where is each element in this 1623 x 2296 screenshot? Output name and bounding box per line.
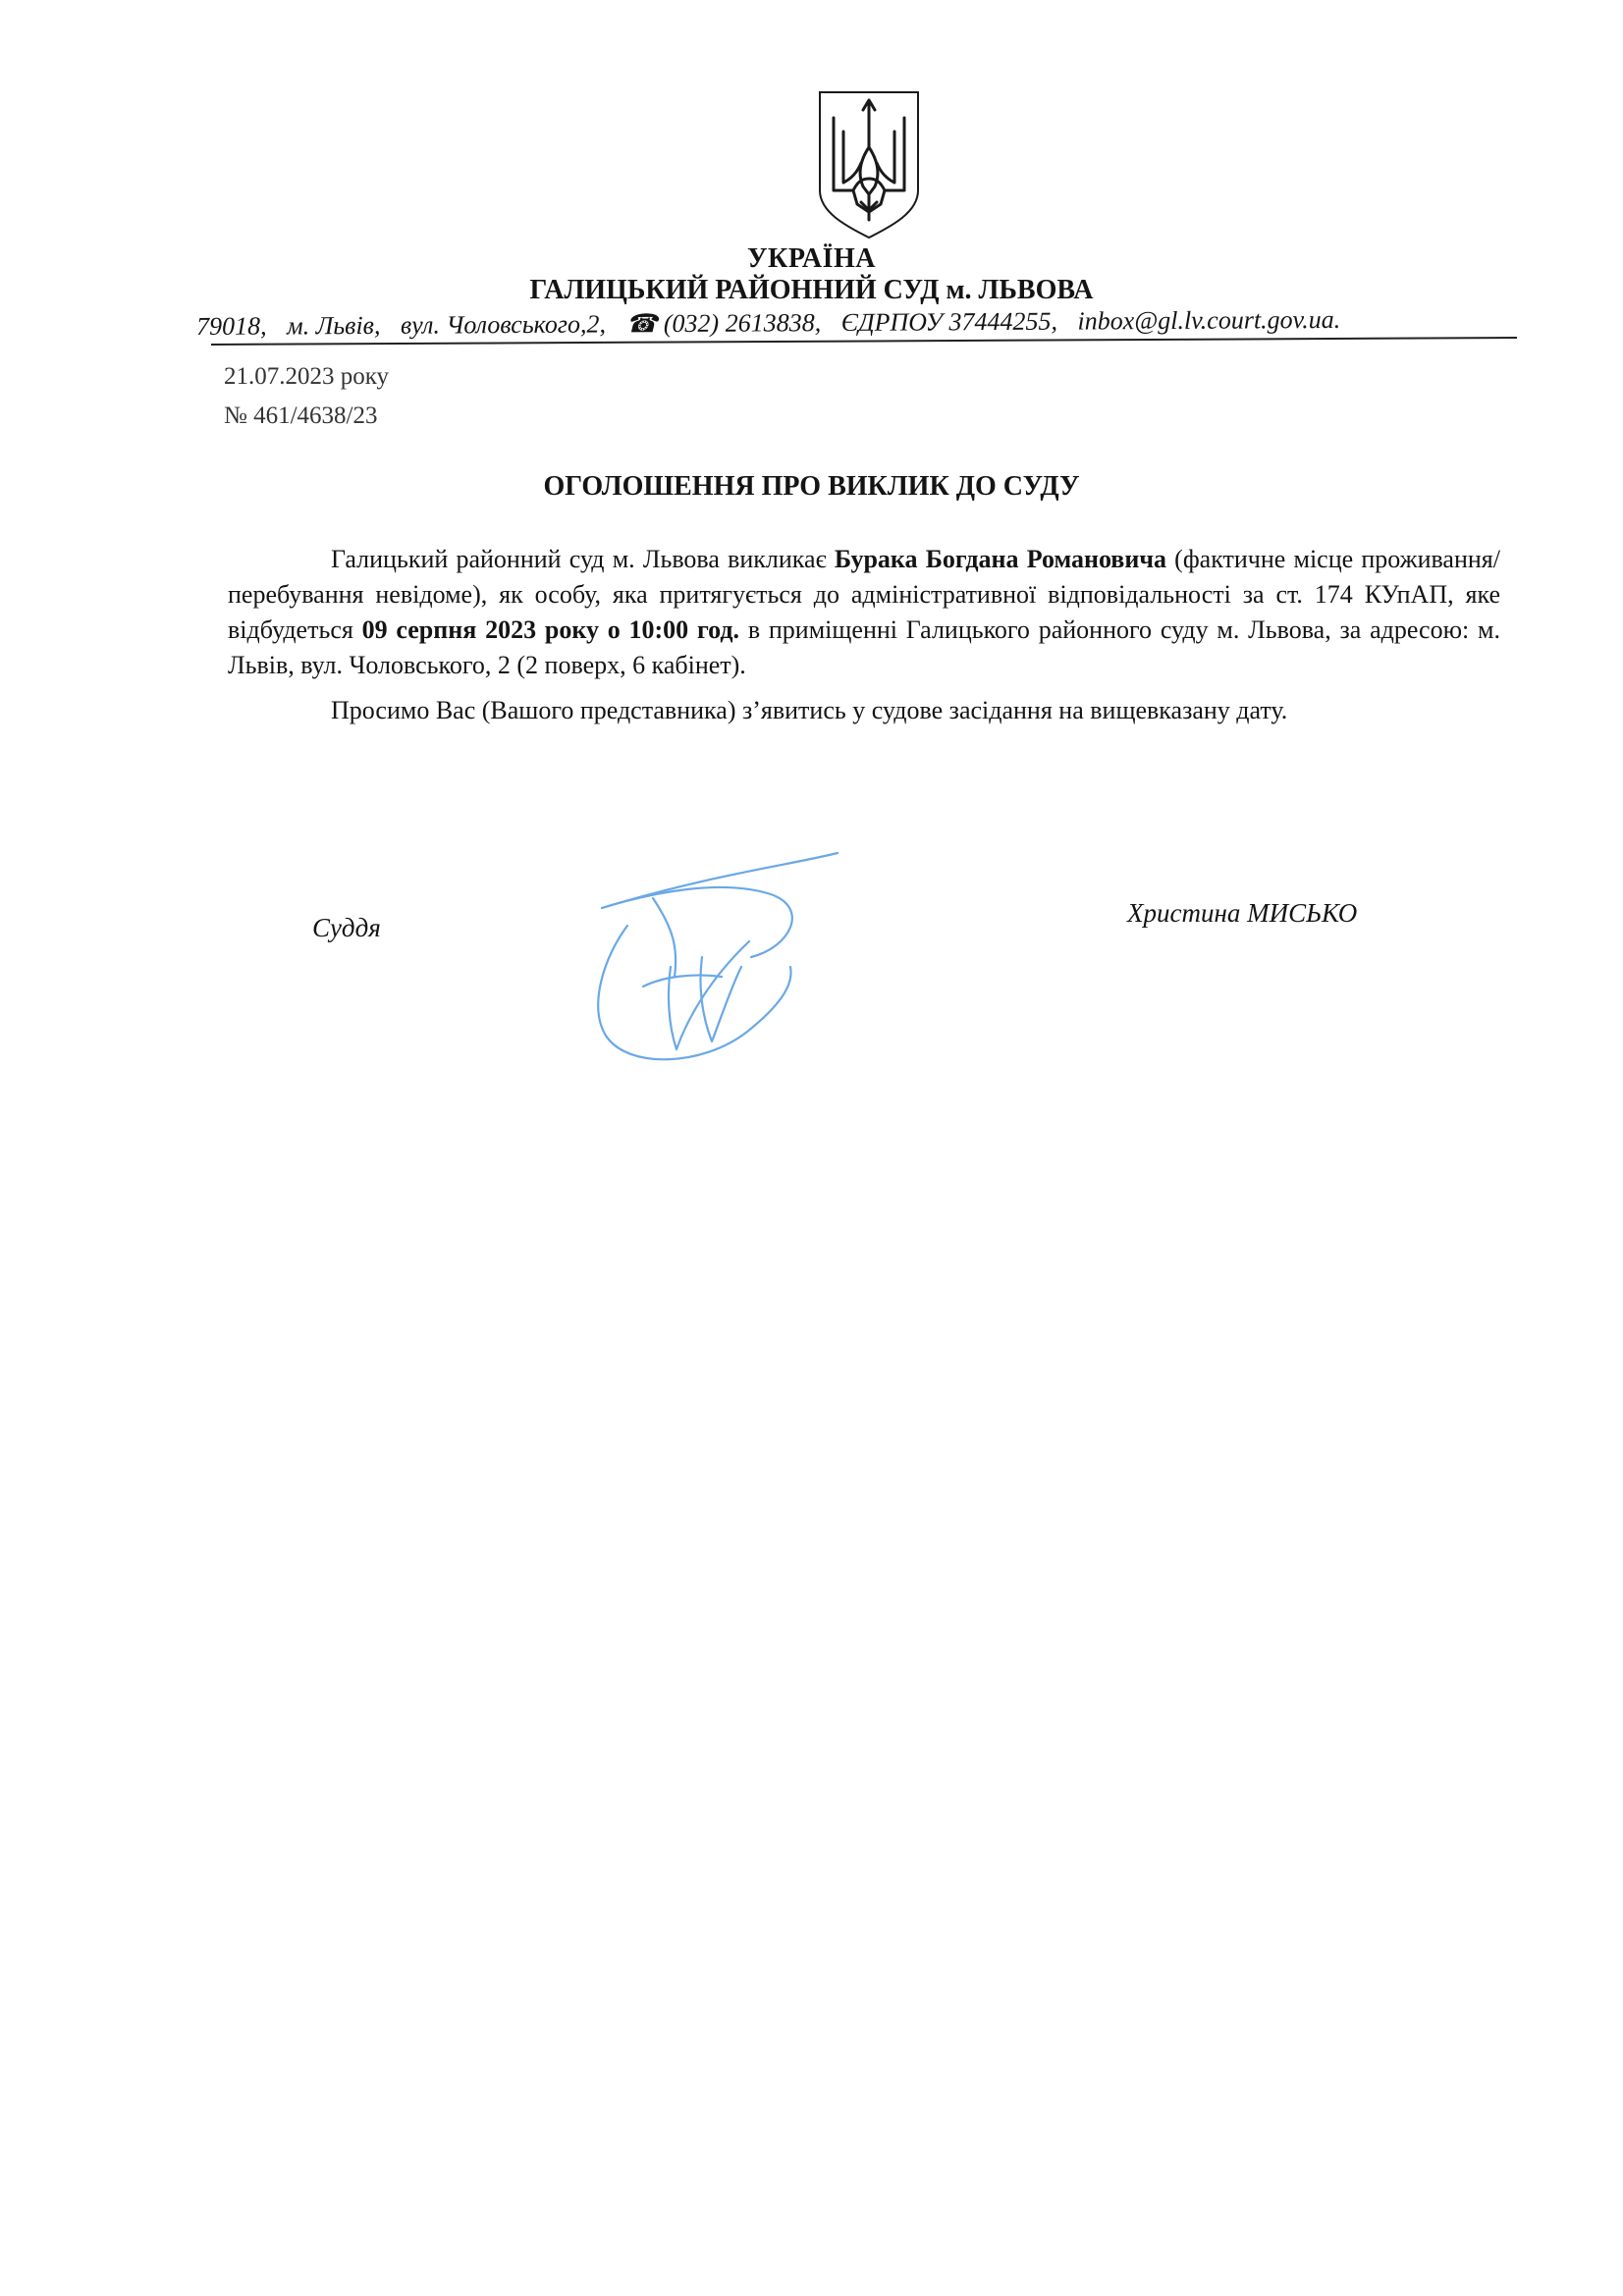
signatory-role: Суддя xyxy=(312,913,381,942)
document-body xyxy=(228,542,1500,728)
phone-number: (032) 2613838, xyxy=(663,308,822,339)
postcode: 79018, xyxy=(196,311,267,341)
handwritten-signature xyxy=(584,839,849,1075)
email-address: inbox@gl.lv.court.gov.ua. xyxy=(1077,304,1341,336)
street: вул. Чоловського,2, xyxy=(400,309,607,340)
document-title: ОГОЛОШЕННЯ ПРО ВИКЛИК ДО СУДУ xyxy=(543,471,1080,502)
hearing-datetime: 09 серпня 2023 року о 10:00 год. xyxy=(361,615,740,644)
country-name: УКРАЇНА xyxy=(747,243,876,274)
case-number: № 461/4638/23 xyxy=(224,402,378,429)
summoned-person-name: Бурака Богдана Романовича xyxy=(834,545,1166,573)
phone-icon: ☎ xyxy=(625,309,658,339)
document-date: 21.07.2023 року xyxy=(224,363,390,390)
request-paragraph: Просимо Вас (Вашого представника) з’явитись у судове засідання на вищевказану дату. xyxy=(331,696,1288,724)
court-contacts xyxy=(196,304,1473,342)
body-text-segment: Галицький районний суд м. Львова викликає xyxy=(331,545,835,573)
coat-of-arms-icon xyxy=(814,88,924,240)
summons-paragraph xyxy=(228,542,1500,683)
court-name: ГАЛИЦЬКИЙ РАЙОННИЙ СУД м. ЛЬВОВА xyxy=(529,275,1094,305)
body-text-segment: в приміщенні Галицького районного суду м. Львова, за адресою: м. Львів, вул. Чоловського, 2 (2 поверх, 6 кабінет). xyxy=(228,615,1500,679)
phone-block xyxy=(625,308,821,338)
city: м. Львів, xyxy=(286,310,381,341)
edrpou-code: ЄДРПОУ 37444255, xyxy=(840,306,1058,337)
body-text-segment: (фактичне місце проживання/перебування невідоме), як особу, яка притягується до адміністративної відповідальності за ст. 174 КУпАП, яке відбудеться xyxy=(228,545,1500,644)
signatory-name: Христина МИСЬКО xyxy=(1127,898,1358,928)
